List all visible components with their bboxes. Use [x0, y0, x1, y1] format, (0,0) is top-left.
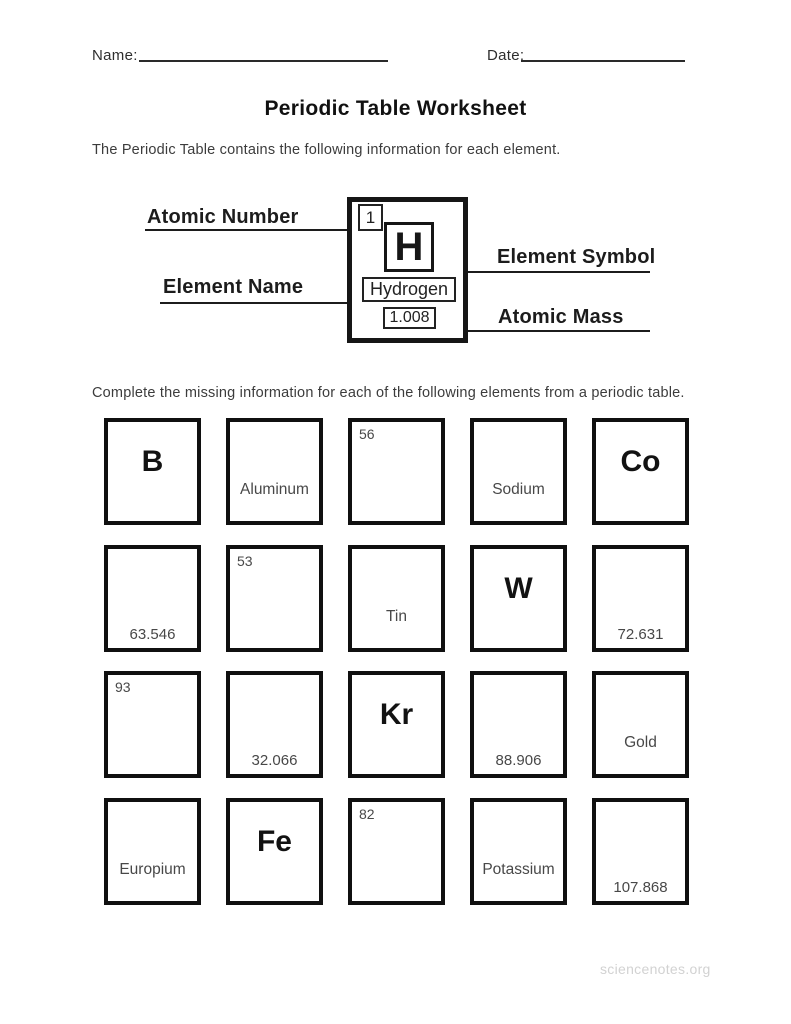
atomic-number-connector-line: [145, 229, 352, 231]
cell-symbol: B: [141, 445, 164, 478]
cell-mass: 63.546: [129, 625, 176, 643]
cell-symbol: Kr: [379, 698, 414, 731]
element-cell: [104, 418, 201, 525]
date-label: Date:: [487, 47, 525, 64]
example-mass-box: [383, 307, 436, 329]
atomic-mass-label: Atomic Mass: [498, 306, 624, 328]
element-cell: [226, 798, 323, 905]
cell-name: Aluminum: [240, 481, 309, 498]
element-cell: [592, 798, 689, 905]
element-cell: [348, 798, 445, 905]
example-symbol: H: [394, 224, 424, 269]
cell-name: Europium: [119, 860, 186, 878]
element-name-label: Element Name: [163, 276, 304, 298]
element-cell: [592, 545, 689, 652]
cell-number: 82: [359, 805, 375, 822]
cell-number: 93: [115, 679, 131, 695]
cell-mass: 107.868: [613, 878, 668, 896]
name-blank-line: [139, 60, 388, 62]
element-cell: [470, 798, 567, 905]
element-cell: [348, 671, 445, 778]
cell-name: Gold: [624, 734, 657, 751]
element-cell: [592, 418, 689, 525]
element-cell: [348, 545, 445, 652]
cell-mass: 32.066: [251, 752, 298, 769]
date-blank-line: [521, 60, 685, 62]
example-name: Hydrogen: [369, 279, 449, 299]
element-name-connector-line: [160, 302, 362, 304]
cell-mass: 72.631: [617, 625, 664, 643]
element-grid: [104, 418, 689, 905]
cell-number: 56: [359, 426, 375, 442]
cell-mass: 88.906: [495, 752, 542, 769]
element-cell: [226, 418, 323, 525]
element-cell: [348, 418, 445, 525]
example-atomic-number-box: [358, 204, 383, 231]
footer-credit: sciencenotes.org: [600, 961, 711, 977]
element-cell: [104, 671, 201, 778]
example-symbol-box: [384, 222, 434, 272]
element-symbol-label: Element Symbol: [497, 246, 656, 268]
example-name-box: [362, 277, 456, 302]
element-cell: [226, 671, 323, 778]
element-cell: [470, 418, 567, 525]
cell-symbol: Fe: [256, 824, 292, 858]
page-title: Periodic Table Worksheet: [264, 97, 527, 120]
intro-text: The Periodic Table contains the following information for each element.: [92, 142, 561, 158]
cell-name: Potassium: [482, 860, 555, 878]
cell-symbol: W: [504, 571, 533, 605]
example-mass: 1.008: [389, 309, 430, 326]
element-cell: [226, 545, 323, 652]
name-label: Name:: [92, 47, 138, 64]
atomic-number-label: Atomic Number: [147, 206, 299, 228]
element-cell: [104, 798, 201, 905]
instruction-text: Complete the missing information for each of the following elements from a periodic table.: [92, 385, 685, 401]
cell-name: Tin: [386, 607, 407, 625]
element-cell: [592, 671, 689, 778]
cell-name: Sodium: [492, 481, 545, 498]
example-atomic-number: 1: [365, 207, 376, 227]
cell-number: 53: [237, 552, 253, 569]
element-cell: [104, 545, 201, 652]
element-cell: [470, 545, 567, 652]
element-cell: [470, 671, 567, 778]
cell-symbol: Co: [620, 445, 661, 478]
